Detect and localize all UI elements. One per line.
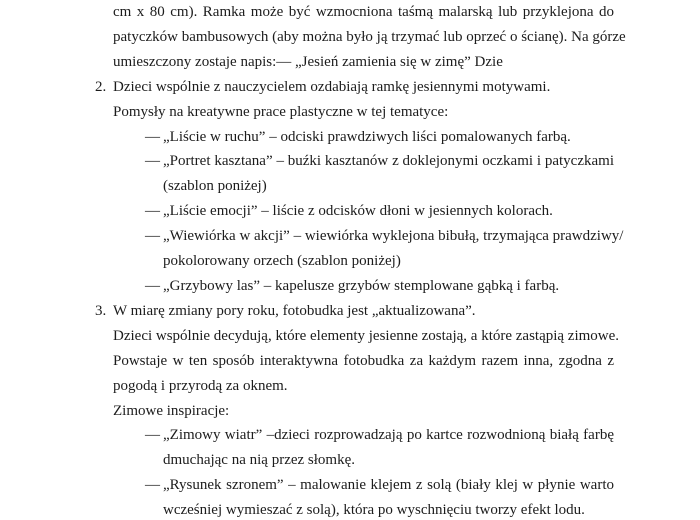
autumn-idea-1-text: „Liście w ruchu” – odciski prawdziwych liści pomalowanych farbą. [163, 128, 571, 145]
autumn-idea-2 [145, 149, 614, 174]
dash-bullet: — [145, 427, 160, 444]
dash-bullet: — [145, 477, 160, 494]
autumn-idea-2-text: „Portret kasztana” – buźki kasztanów z doklejonymi oczkami i patyczkami [163, 153, 614, 170]
winter-idea-1-text: „Zimowy wiatr” –dzieci rozprowadzają po kartce rozwodnioną białą farbę [163, 427, 614, 444]
list-number-2: 2. [95, 78, 107, 95]
winter-idea-2-text: „Rysunek szronem” – malowanie klejem z solą (biały klej w płynie warto [163, 477, 614, 494]
item3-intro-line: Zimowe inspiracje: [113, 402, 230, 419]
item3-line-3: Powstaje w ten sposób interaktywna fotobudka za każdym razem inna, zgodna z [113, 352, 614, 369]
list-item-2-text: Dzieci wspólnie z nauczycielem ozdabiają ramkę jesiennymi motywami. [113, 78, 551, 95]
winter-idea-2 [145, 473, 614, 498]
autumn-idea-2-continuation: (szablon poniżej) [163, 178, 267, 195]
item1-continuation-line-1: cm x 80 cm). Ramka może być wzmocniona taśmą malarską lub przyklejona do [113, 4, 614, 20]
autumn-idea-5-text: „Grzybowy las” – kapelusze grzybów stemplowane gąbką i farbą. [163, 277, 560, 294]
dash-bullet: — [145, 128, 160, 145]
autumn-idea-5 [145, 274, 614, 299]
dash-bullet: — [145, 153, 160, 170]
list-number-3: 3. [95, 302, 107, 319]
winter-idea-2-continuation: wcześniej wymieszać z solą), która po wyschnięciu tworzy efekt lodu. [163, 502, 585, 519]
autumn-idea-4-text: „Wiewiórka w akcji” – wiewiórka wyklejona bibułą, trzymająca prawdziwy/ [163, 228, 624, 245]
winter-idea-1-continuation: dmuchając na nią przez słomkę. [163, 452, 355, 469]
list-item-3 [95, 299, 614, 324]
item3-line-2: Dzieci wspólnie decydują, które elementy jesienne zostają, a które zastąpią zimowe. [113, 327, 620, 344]
autumn-idea-4 [145, 224, 624, 249]
winter-idea-1 [145, 423, 614, 448]
dash-bullet: — [145, 277, 160, 294]
item1-continuation-line-2: patyczków bambusowych (aby można było ją trzymać lub oprzeć o ścianę). Na górze [113, 28, 626, 45]
autumn-idea-3-text: „Liście emocji” – liście z odcisków dłoni w jesiennych kolorach. [163, 203, 553, 220]
autumn-idea-1 [145, 125, 614, 150]
dash-bullet: — [145, 203, 160, 220]
item2-intro-line: Pomysły na kreatywne prace plastyczne w tej tematyce: [113, 103, 449, 120]
item3-line-4: pogodą i przyrodą za oknem. [113, 377, 288, 394]
list-item-2 [95, 75, 614, 100]
list-item-3-text: W miarę zmiany pory roku, fotobudka jest „aktualizowana”. [113, 302, 476, 319]
dash-bullet: — [145, 228, 160, 245]
item1-continuation-line-3: umieszczony zostaje napis:— „Jesień zamienia się w zimę” Dzie [113, 53, 503, 70]
autumn-idea-3 [145, 199, 614, 224]
autumn-idea-4-continuation: pokolorowany orzech (szablon poniżej) [163, 253, 401, 270]
